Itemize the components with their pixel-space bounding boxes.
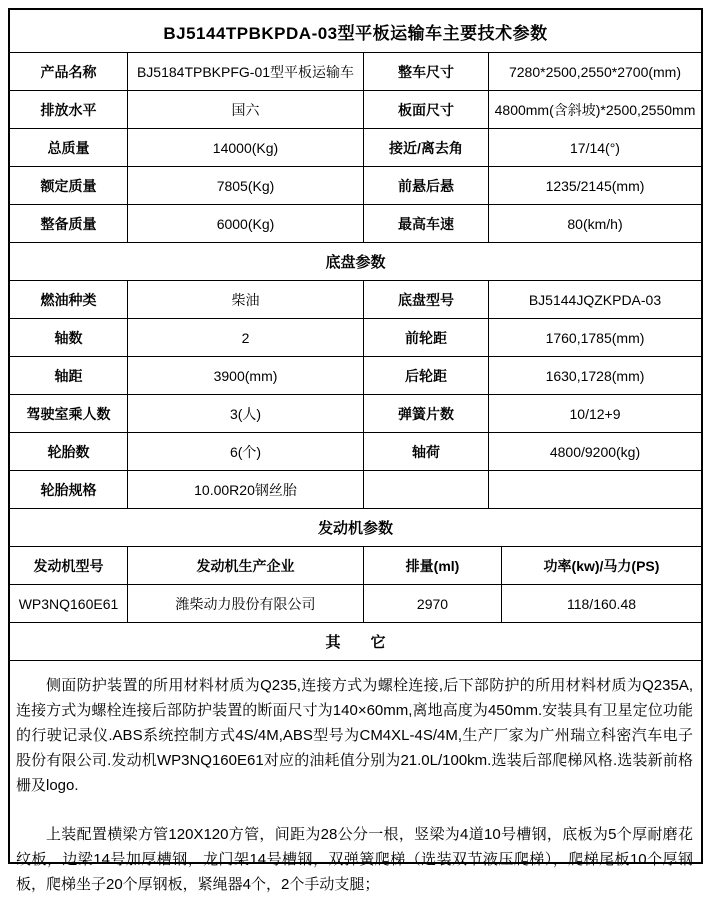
row-curb-mass <box>10 204 701 242</box>
engine-value: WP3NQ160E61 <box>18 595 119 612</box>
row-label: 弹簧片数 <box>363 395 488 432</box>
row-label: 轴荷 <box>363 433 488 470</box>
row-value: 4800/9200(kg) <box>488 433 701 470</box>
row-label: 整车尺寸 <box>363 53 488 90</box>
row-value: 3900(mm) <box>127 357 363 394</box>
row-value: 10.00R20钢丝胎 <box>127 471 363 508</box>
row-value: 柴油 <box>127 281 363 318</box>
row-value: 1235/2145(mm) <box>488 167 701 204</box>
row-label: 产品名称 <box>40 63 97 80</box>
row-label: 后轮距 <box>363 357 488 394</box>
row-value: 17/14(°) <box>488 129 701 166</box>
row-label: 底盘型号 <box>363 281 488 318</box>
engine-value: 潍柴动力股份有限公司 <box>127 585 363 622</box>
row-label: 燃油种类 <box>40 291 97 308</box>
row-label: 轮胎数 <box>47 443 90 460</box>
row-rated-mass <box>10 166 701 204</box>
row-value: 6(个) <box>127 433 363 470</box>
engine-header: 发动机生产企业 <box>127 547 363 584</box>
row-emission-level <box>10 90 701 128</box>
notes-paragraph-protection: 侧面防护装置的所用材料材质为Q235,连接方式为螺栓连接,后下部防护的所用材料材质为Q235A,连接方式为螺栓连接后部防护装置的断面尺寸为140×60mm,离地高度为450mm.安装具有卫星定位功能的行驶记录仪.ABS系统控制方式4S/4M,ABS型号为CM4XL-4S/4M,生产厂家为广州瑞立科密汽车电子股份有限公司.发动机WP3NQ160E61对应的油耗值分别为21.0L/100km.选装后部爬梯风格.选装新前格栅及logo. <box>16 677 693 794</box>
row-product-name <box>10 52 701 90</box>
row-value: 3(人) <box>127 395 363 432</box>
row-label: 额定质量 <box>40 177 97 194</box>
row-value: 10/12+9 <box>488 395 701 432</box>
row-value: 14000(Kg) <box>127 129 363 166</box>
row-value <box>488 471 701 508</box>
section-title-other: 其 它 <box>325 634 386 651</box>
row-fuel-type <box>10 280 701 318</box>
engine-header: 排量(ml) <box>363 547 501 584</box>
page-title: BJ5144TPBKPDA-03型平板运输车主要技术参数 <box>163 23 548 43</box>
row-value: 7280*2500,2550*2700(mm) <box>488 53 701 90</box>
row-value: 2 <box>127 319 363 356</box>
row-value: BJ5144JQZKPDA-03 <box>488 281 701 318</box>
engine-header: 发动机型号 <box>33 557 104 574</box>
row-label: 轮胎规格 <box>40 481 97 498</box>
engine-value: 2970 <box>363 585 501 622</box>
row-label: 轴数 <box>54 329 83 346</box>
row-tire-spec <box>10 470 701 508</box>
row-label: 前悬后悬 <box>363 167 488 204</box>
row-value: 4800mm(含斜坡)*2500,2550mm <box>488 91 701 128</box>
row-gross-mass <box>10 128 701 166</box>
section-row-other <box>10 622 701 660</box>
row-value: BJ5184TPBKPFG-01型平板运输车 <box>127 53 363 90</box>
notes-paragraph-body-config: 上装配置横梁方管120X120方管，间距为28公分一根，竖梁为4道10号槽钢，底板为5个厚耐磨花纹板，边梁14号加厚槽钢，龙门架14号槽钢，双弹簧爬梯（选装双节液压爬梯），爬梯尾板10个厚钢板，爬梯坐子20个厚钢板，紧绳器4个，2个手动支腿； <box>16 826 693 893</box>
row-label: 轴距 <box>54 367 83 384</box>
section-title-engine: 发动机参数 <box>317 520 393 537</box>
row-label: 板面尺寸 <box>363 91 488 128</box>
engine-value: 118/160.48 <box>501 585 701 622</box>
engine-header: 功率(kw)/马力(PS) <box>501 547 701 584</box>
engine-value-row <box>10 584 701 622</box>
row-label: 接近/离去角 <box>363 129 488 166</box>
row-value: 1760,1785(mm) <box>488 319 701 356</box>
other-notes-block <box>10 660 701 897</box>
row-label: 整备质量 <box>40 215 97 232</box>
row-label <box>363 471 488 508</box>
engine-header-row <box>10 546 701 584</box>
section-row-engine <box>10 508 701 546</box>
row-axle-count <box>10 318 701 356</box>
section-row-chassis <box>10 242 701 280</box>
row-wheelbase <box>10 356 701 394</box>
title-row <box>10 10 701 52</box>
row-value: 7805(Kg) <box>127 167 363 204</box>
row-label: 排放水平 <box>40 101 97 118</box>
row-value: 1630,1728(mm) <box>488 357 701 394</box>
row-label: 总质量 <box>47 139 90 156</box>
row-tire-count <box>10 432 701 470</box>
row-value: 6000(Kg) <box>127 205 363 242</box>
section-title-chassis: 底盘参数 <box>325 254 386 271</box>
row-label: 驾驶室乘人数 <box>26 405 111 422</box>
row-cab-seats <box>10 394 701 432</box>
row-value: 80(km/h) <box>488 205 701 242</box>
row-label: 最高车速 <box>363 205 488 242</box>
row-value: 国六 <box>127 91 363 128</box>
spec-table <box>8 8 703 893</box>
row-label: 前轮距 <box>363 319 488 356</box>
